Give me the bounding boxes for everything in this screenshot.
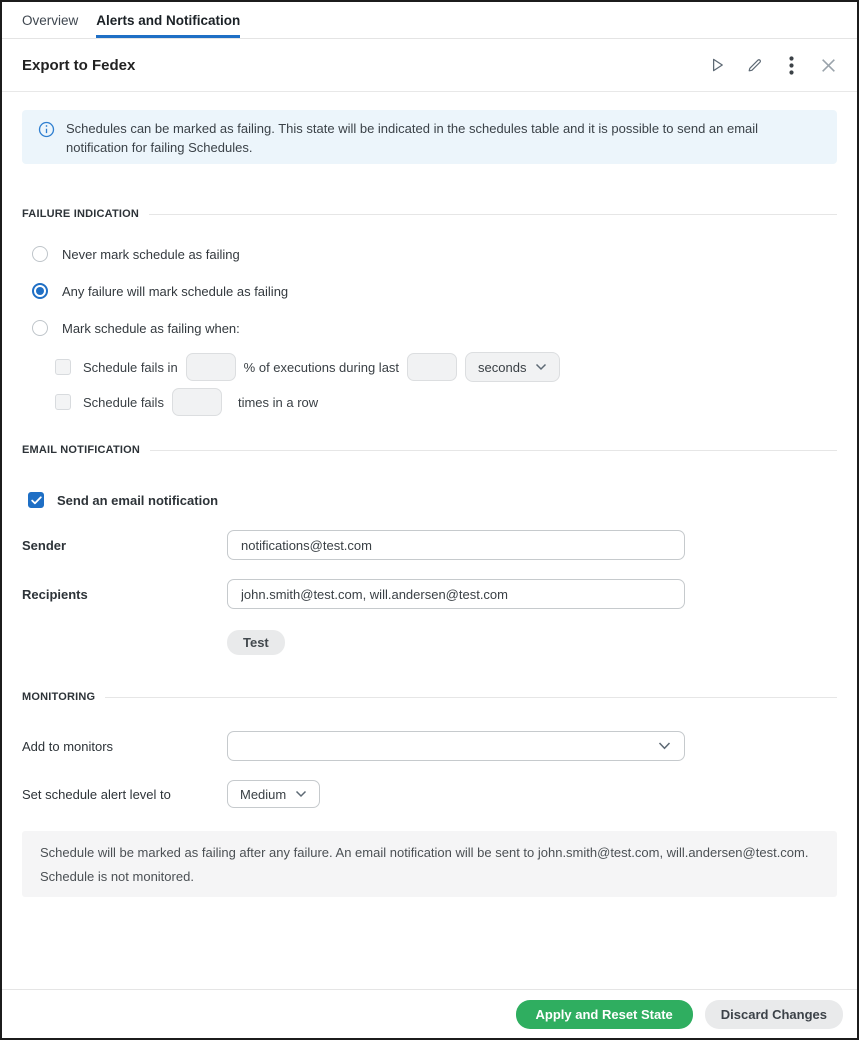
recipients-input[interactable] bbox=[227, 579, 685, 609]
condition-text: Schedule fails in bbox=[83, 359, 178, 375]
kebab-menu-icon[interactable] bbox=[778, 52, 804, 78]
time-unit-dropdown[interactable] bbox=[465, 352, 560, 382]
condition-text: % of executions during last bbox=[243, 359, 400, 375]
radio-label: Never mark schedule as failing bbox=[62, 246, 240, 262]
alert-level-dropdown[interactable] bbox=[227, 780, 320, 808]
percent-input[interactable] bbox=[186, 353, 236, 381]
test-row bbox=[227, 630, 837, 655]
radio-option-any-failure[interactable] bbox=[32, 283, 837, 299]
close-icon[interactable] bbox=[815, 52, 841, 78]
dialog-content bbox=[2, 92, 857, 989]
send-email-checkbox[interactable] bbox=[28, 492, 44, 508]
divider bbox=[149, 214, 837, 215]
dialog-footer bbox=[2, 989, 857, 1038]
edit-icon[interactable] bbox=[741, 52, 767, 78]
dialog-header bbox=[2, 39, 857, 92]
page-title: Export to Fedex bbox=[22, 56, 136, 74]
recipients-row bbox=[22, 579, 837, 609]
apply-and-reset-state-button[interactable]: Apply and Reset State bbox=[516, 1000, 693, 1029]
email-notification-section-header bbox=[22, 444, 837, 456]
tab-alerts-and-notification[interactable]: Alerts and Notification bbox=[96, 2, 240, 38]
divider bbox=[105, 697, 837, 698]
failure-indication-section-header bbox=[22, 208, 837, 220]
condition-consecutive-row bbox=[55, 388, 837, 416]
sender-label: Sender bbox=[22, 537, 67, 553]
condition-text: times in a row bbox=[237, 394, 319, 410]
send-email-label: Send an email notification bbox=[57, 492, 219, 508]
summary-line-2: Schedule is not monitored. bbox=[40, 869, 194, 884]
tab-bar bbox=[2, 2, 857, 39]
time-window-input[interactable] bbox=[407, 353, 457, 381]
header-actions bbox=[704, 52, 841, 78]
condition-percent-row bbox=[55, 352, 837, 382]
info-banner-text: Schedules can be marked as failing. This state will be indicated in the schedules table and it is possible to send an email notification for failing Schedules. bbox=[66, 121, 759, 155]
consecutive-condition-checkbox[interactable] bbox=[55, 394, 71, 410]
consecutive-count-input[interactable] bbox=[172, 388, 222, 416]
radio-label: Any failure will mark schedule as failing bbox=[62, 283, 289, 299]
add-to-monitors-select[interactable] bbox=[227, 731, 685, 761]
add-to-monitors-row bbox=[22, 731, 837, 761]
summary-line-1: Schedule will be marked as failing after any failure. An email notification will be sent to john.smith@test.com, will.andersen@test.com. bbox=[40, 845, 809, 860]
condition-text: Schedule fails bbox=[83, 394, 164, 410]
sender-row bbox=[22, 530, 837, 560]
add-to-monitors-label: Add to monitors bbox=[22, 738, 114, 754]
section-title: FAILURE INDICATION bbox=[22, 208, 140, 220]
percent-condition-checkbox[interactable] bbox=[55, 359, 71, 375]
send-email-row[interactable] bbox=[28, 492, 837, 508]
check-icon bbox=[31, 496, 42, 505]
monitoring-section-header bbox=[22, 691, 837, 703]
divider bbox=[150, 450, 837, 451]
section-title: EMAIL NOTIFICATION bbox=[22, 444, 141, 456]
run-icon[interactable] bbox=[704, 52, 730, 78]
summary-box bbox=[22, 831, 837, 897]
test-button[interactable]: Test bbox=[227, 630, 285, 655]
info-banner bbox=[22, 110, 837, 164]
tab-overview[interactable]: Overview bbox=[22, 12, 79, 28]
radio-option-conditions[interactable] bbox=[32, 320, 837, 336]
info-icon bbox=[38, 118, 55, 157]
recipients-label: Recipients bbox=[22, 586, 88, 602]
radio-icon[interactable] bbox=[32, 320, 48, 336]
chevron-down-icon bbox=[658, 742, 671, 751]
radio-icon[interactable] bbox=[32, 246, 48, 262]
alert-level-label: Set schedule alert level to bbox=[22, 786, 171, 802]
alert-level-row bbox=[22, 780, 837, 808]
chevron-down-icon bbox=[295, 790, 307, 798]
discard-changes-button[interactable]: Discard Changes bbox=[705, 1000, 843, 1029]
alert-level-value: Medium bbox=[240, 786, 287, 802]
section-title: MONITORING bbox=[22, 691, 96, 703]
time-unit-value: seconds bbox=[478, 359, 527, 375]
chevron-down-icon bbox=[535, 363, 547, 371]
radio-label: Mark schedule as failing when: bbox=[62, 320, 240, 336]
sender-input[interactable] bbox=[227, 530, 685, 560]
radio-option-never[interactable] bbox=[32, 246, 837, 262]
radio-icon-selected[interactable] bbox=[32, 283, 48, 299]
